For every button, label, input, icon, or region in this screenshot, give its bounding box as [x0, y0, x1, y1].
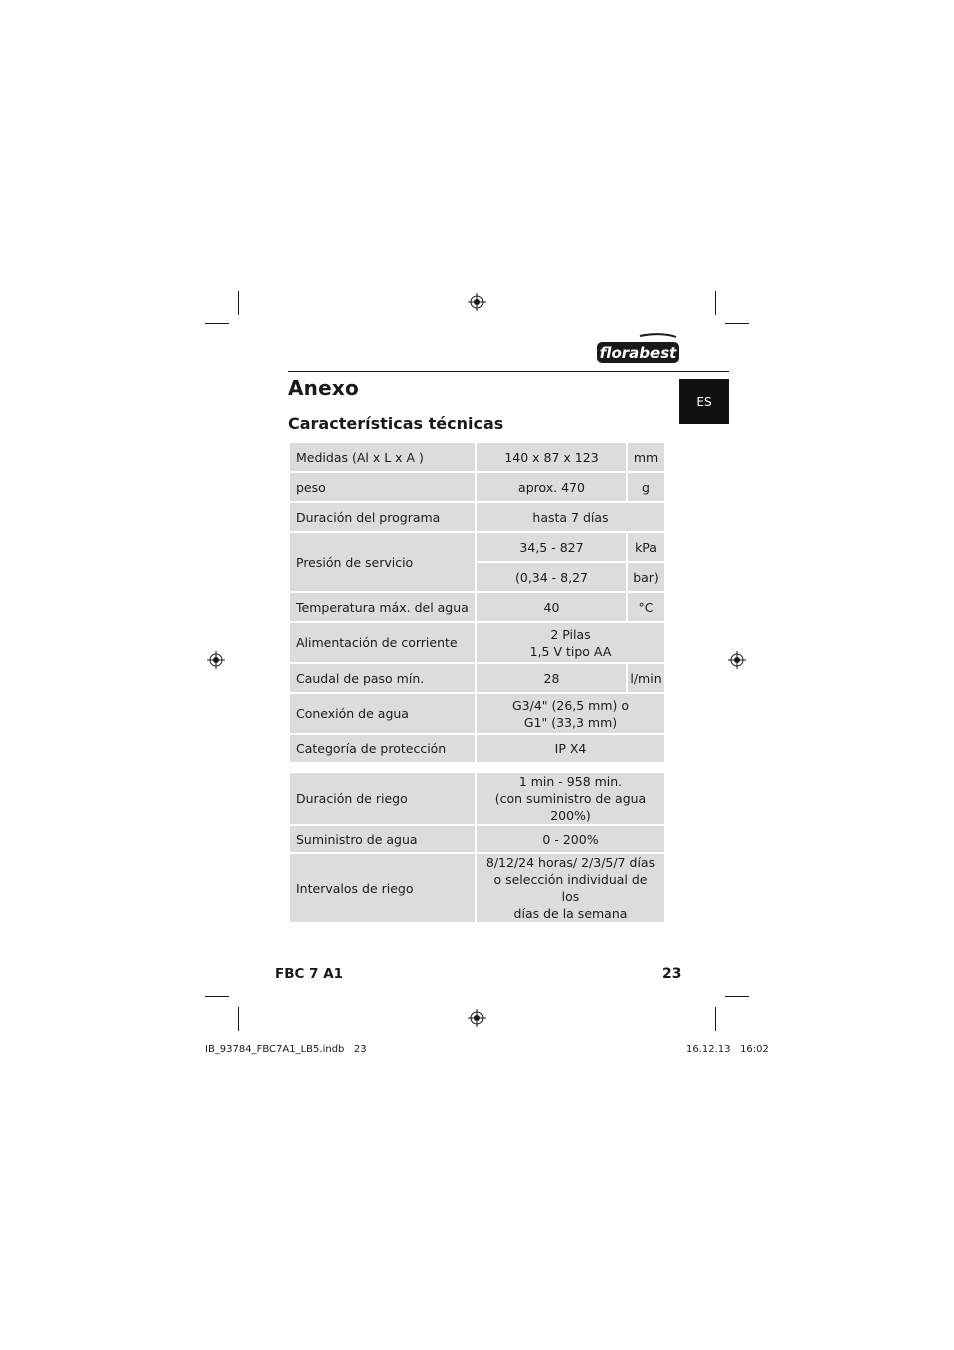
spec-value-line: G3/4" (26,5 mm) o [511, 697, 630, 713]
spec-value-line: o selección individual de los [493, 872, 648, 904]
spec-value-line: G1" (33,3 mm) [523, 714, 618, 730]
table-row [290, 503, 664, 531]
table-row [290, 664, 664, 692]
spec-value: 140 x 87 x 123 [477, 443, 626, 471]
print-slug-date: 16.12.13 16:02 [686, 1044, 769, 1055]
crop-mark [205, 323, 229, 324]
crop-mark [725, 996, 749, 997]
spec-label: Intervalos de riego [290, 854, 475, 922]
spec-label: Alimentación de corriente [290, 623, 475, 662]
spec-value [477, 854, 664, 922]
spec-value-line: días de la semana [513, 906, 628, 921]
spec-value: IP X4 [477, 735, 664, 762]
spec-unit: kPa [628, 533, 664, 561]
spec-value [477, 773, 664, 824]
model-name: FBC 7 A1 [275, 966, 344, 982]
table-row [290, 623, 664, 662]
spec-label: Duración del programa [290, 503, 475, 531]
spec-value: 28 [477, 664, 626, 692]
spec-unit: °C [628, 593, 664, 621]
svg-text:florabest: florabest [599, 344, 677, 362]
table-row [290, 735, 664, 762]
spec-value-line: 1 min - 958 min. [518, 774, 623, 789]
crop-mark [725, 323, 749, 324]
spec-label: Medidas (Al x L x A ) [290, 443, 475, 471]
spec-value-line: 1,5 V tipo AA [529, 643, 612, 659]
spec-unit: l/min [628, 664, 664, 692]
spec-value-line: 8/12/24 horas/ 2/3/5/7 días [485, 855, 656, 870]
table-row [290, 773, 664, 824]
specs-table [288, 771, 666, 924]
spec-unit: g [628, 473, 664, 501]
page-number: 23 [662, 966, 682, 982]
spec-label: Temperatura máx. del agua [290, 593, 475, 621]
spec-value: 0 - 200% [477, 826, 664, 852]
spec-unit: mm [628, 443, 664, 471]
crop-mark [715, 1007, 716, 1031]
spec-label: Conexión de agua [290, 694, 475, 733]
page-title: Anexo [288, 376, 359, 400]
spec-value: 40 [477, 593, 626, 621]
table-row [290, 533, 664, 561]
spec-value: (0,34 - 8,27 [477, 563, 626, 591]
table-row [290, 826, 664, 852]
table-row [290, 443, 664, 471]
language-tab: ES [679, 379, 729, 424]
spec-value [477, 623, 664, 662]
spec-label: Caudal de paso mín. [290, 664, 475, 692]
table-row [290, 593, 664, 621]
spec-unit: bar) [628, 563, 664, 591]
table-row [290, 473, 664, 501]
crop-mark [715, 291, 716, 315]
crop-mark [238, 1007, 239, 1031]
crop-mark [205, 996, 229, 997]
crop-mark [238, 291, 239, 315]
spec-label: Presión de servicio [290, 533, 475, 591]
spec-label: Suministro de agua [290, 826, 475, 852]
spec-label: Duración de riego [290, 773, 475, 824]
florabest-logo [596, 333, 680, 365]
spec-label: Categoría de protección [290, 735, 475, 762]
specs-table [288, 441, 666, 764]
table-row [290, 694, 664, 733]
spec-label: peso [290, 473, 475, 501]
table-row [290, 854, 664, 922]
registration-mark-icon [728, 651, 746, 669]
spec-value [477, 694, 664, 733]
spec-value: 34,5 - 827 [477, 533, 626, 561]
print-slug-file: IB_93784_FBC7A1_LB5.indb 23 [205, 1044, 367, 1055]
header-rule [288, 371, 729, 372]
registration-mark-icon [468, 1009, 486, 1027]
spec-value-line: (con suministro de agua 200%) [494, 791, 647, 823]
registration-mark-icon [468, 293, 486, 311]
section-title: Características técnicas [288, 414, 504, 433]
spec-value-line: 2 Pilas [550, 626, 591, 642]
registration-mark-icon [207, 651, 225, 669]
spec-value: hasta 7 días [477, 503, 664, 531]
spec-value: aprox. 470 [477, 473, 626, 501]
